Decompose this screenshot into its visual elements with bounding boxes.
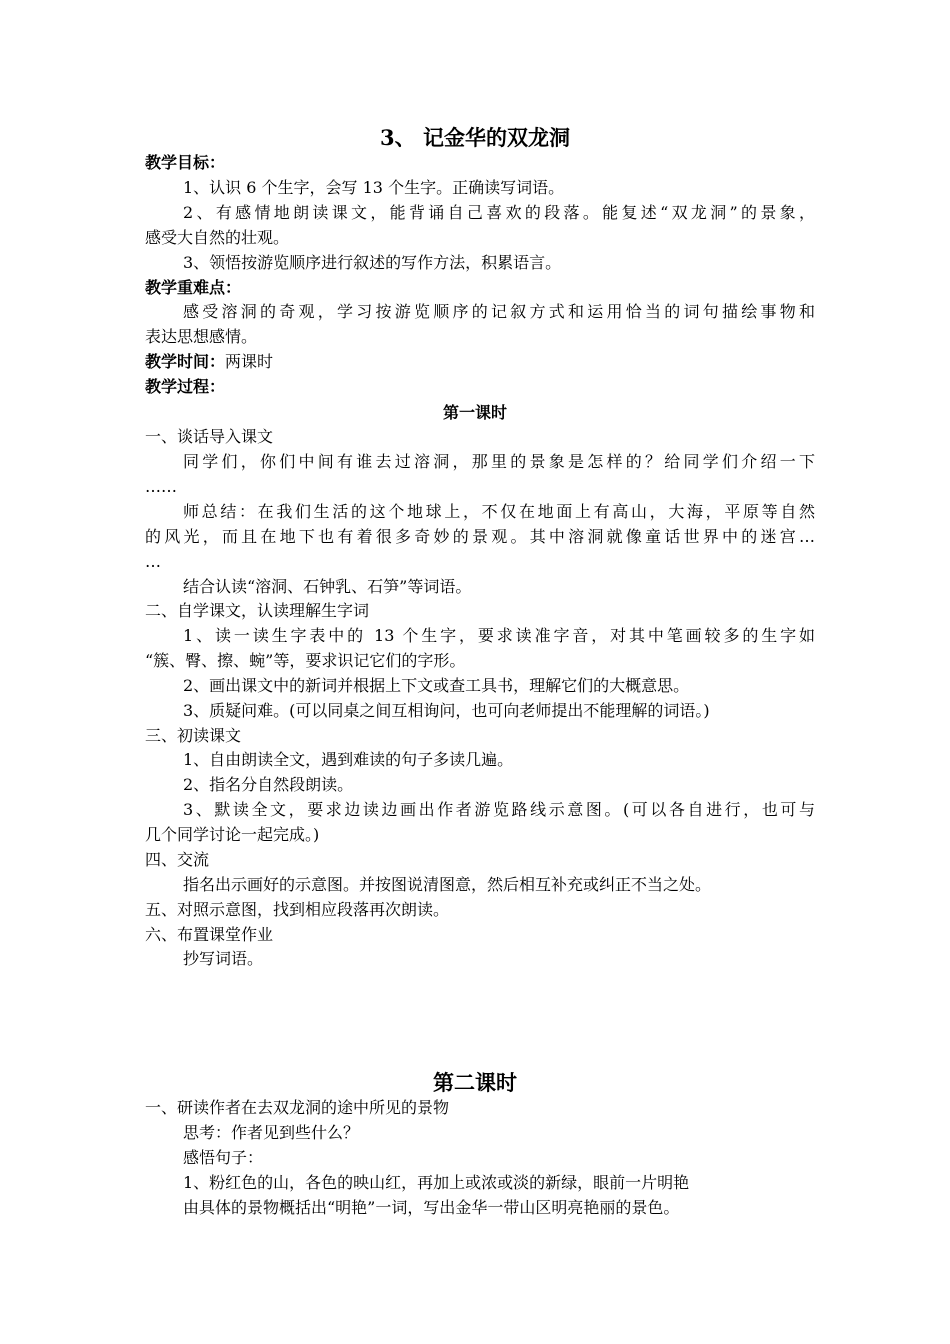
section-1-para-2-line-3: … bbox=[145, 552, 161, 571]
teaching-time-label: 教学时间： bbox=[145, 352, 226, 371]
section-1-para-2-line-2: 的风光，而且在地下也有着很多奇妙的景观。其中溶洞就像童话世界中的迷宫… bbox=[145, 527, 815, 546]
section-1-para-3: 结合认读“溶洞、石钟乳、石笋”等词语。 bbox=[183, 577, 472, 596]
process-heading: 教学过程： bbox=[145, 377, 226, 396]
lesson-2-sentence-label: 感悟句子： bbox=[183, 1148, 264, 1167]
lesson-2-question: 思考：作者见到些什么？ bbox=[183, 1123, 360, 1142]
goal-item-2-line-2: 感受大自然的壮观。 bbox=[145, 228, 290, 247]
lesson-2-section-1-heading: 一、研读作者在去双龙洞的途中所见的景物 bbox=[145, 1098, 450, 1117]
teaching-time bbox=[145, 349, 815, 374]
key-points-line-1: 感受溶洞的奇观，学习按游览顺序的记叙方式和运用恰当的词句描绘事物和 bbox=[183, 302, 815, 321]
section-3-para-3-line-1: 3、默读全文，要求边读边画出作者游览路线示意图。(可以各自进行，也可与 bbox=[183, 800, 815, 819]
section-1-para-2-line-1: 师总结：在我们生活的这个地球上，不仅在地面上有高山，大海，平原等自然 bbox=[183, 502, 815, 521]
section-2-para-2: 2、画出课文中的新词并根据上下文或查工具书，理解它们的大概意思。 bbox=[183, 676, 690, 695]
goal-item-2-line-1: 2、有感情地朗读课文，能背诵自己喜欢的段落。能复述“双龙洞”的景象， bbox=[183, 203, 815, 222]
section-2-heading: 二、自学课文，认读理解生字词 bbox=[145, 601, 370, 620]
key-points-line-2: 表达思想感情。 bbox=[145, 327, 258, 346]
lesson-1-title: 第一课时 bbox=[442, 403, 507, 422]
section-5-heading: 五、对照示意图，找到相应段落再次朗读。 bbox=[145, 900, 450, 919]
goal-item-3: 3、领悟按游览顺序进行叙述的写作方法，积累语言。 bbox=[183, 253, 562, 272]
section-4-para-1: 指名出示画好的示意图。并按图说清图意，然后相互补充或纠正不当之处。 bbox=[183, 875, 712, 894]
section-3-heading: 三、初读课文 bbox=[145, 726, 242, 745]
lesson-title: 3、 记金华的双龙洞 bbox=[380, 125, 570, 150]
lesson-2-sentence-1: 1、粉红色的山，各色的映山红，再加上或浓或淡的新绿，眼前一片明艳 bbox=[183, 1173, 690, 1192]
teaching-time-value: 两课时 bbox=[225, 352, 274, 371]
section-6-heading: 六、布置课堂作业 bbox=[145, 925, 274, 944]
section-2-para-1-line-1: 1、读一读生字表中的 13 个生字，要求读准字音，对其中笔画较多的生字如 bbox=[183, 626, 815, 645]
section-3-para-1: 1、自由朗读全文，遇到难读的句子多读几遍。 bbox=[183, 750, 514, 769]
section-3-para-3-line-2: 几个同学讨论一起完成。) bbox=[145, 825, 320, 844]
section-1-heading: 一、谈话导入课文 bbox=[145, 427, 274, 446]
section-1-para-1-line-2: …… bbox=[145, 477, 177, 496]
section-3-para-2: 2、指名分自然段朗读。 bbox=[183, 775, 354, 794]
section-2-para-1-line-2: “簇、臀、擦、蜿”等，要求识记它们的字形。 bbox=[145, 651, 466, 670]
key-points-heading: 教学重难点： bbox=[145, 278, 242, 297]
goals-heading: 教学目标： bbox=[145, 153, 226, 172]
section-2-para-3: 3、质疑问难。(可以同桌之间互相询问，也可向老师提出不能理解的词语。) bbox=[183, 701, 710, 720]
section-4-heading: 四、交流 bbox=[145, 850, 210, 869]
lesson-2-sentence-1-note: 由具体的景物概括出“明艳”一词，写出金华一带山区明亮艳丽的景色。 bbox=[183, 1198, 680, 1217]
goal-item-1: 1、认识 6 个生字，会写 13 个生字。正确读写词语。 bbox=[183, 178, 565, 197]
lesson-2-title: 第二课时 bbox=[433, 1070, 517, 1095]
section-1-para-1-line-1: 同学们，你们中间有谁去过溶洞，那里的景象是怎样的？给同学们介绍一下 bbox=[183, 452, 815, 471]
section-6-para-1: 抄写词语。 bbox=[183, 949, 264, 968]
